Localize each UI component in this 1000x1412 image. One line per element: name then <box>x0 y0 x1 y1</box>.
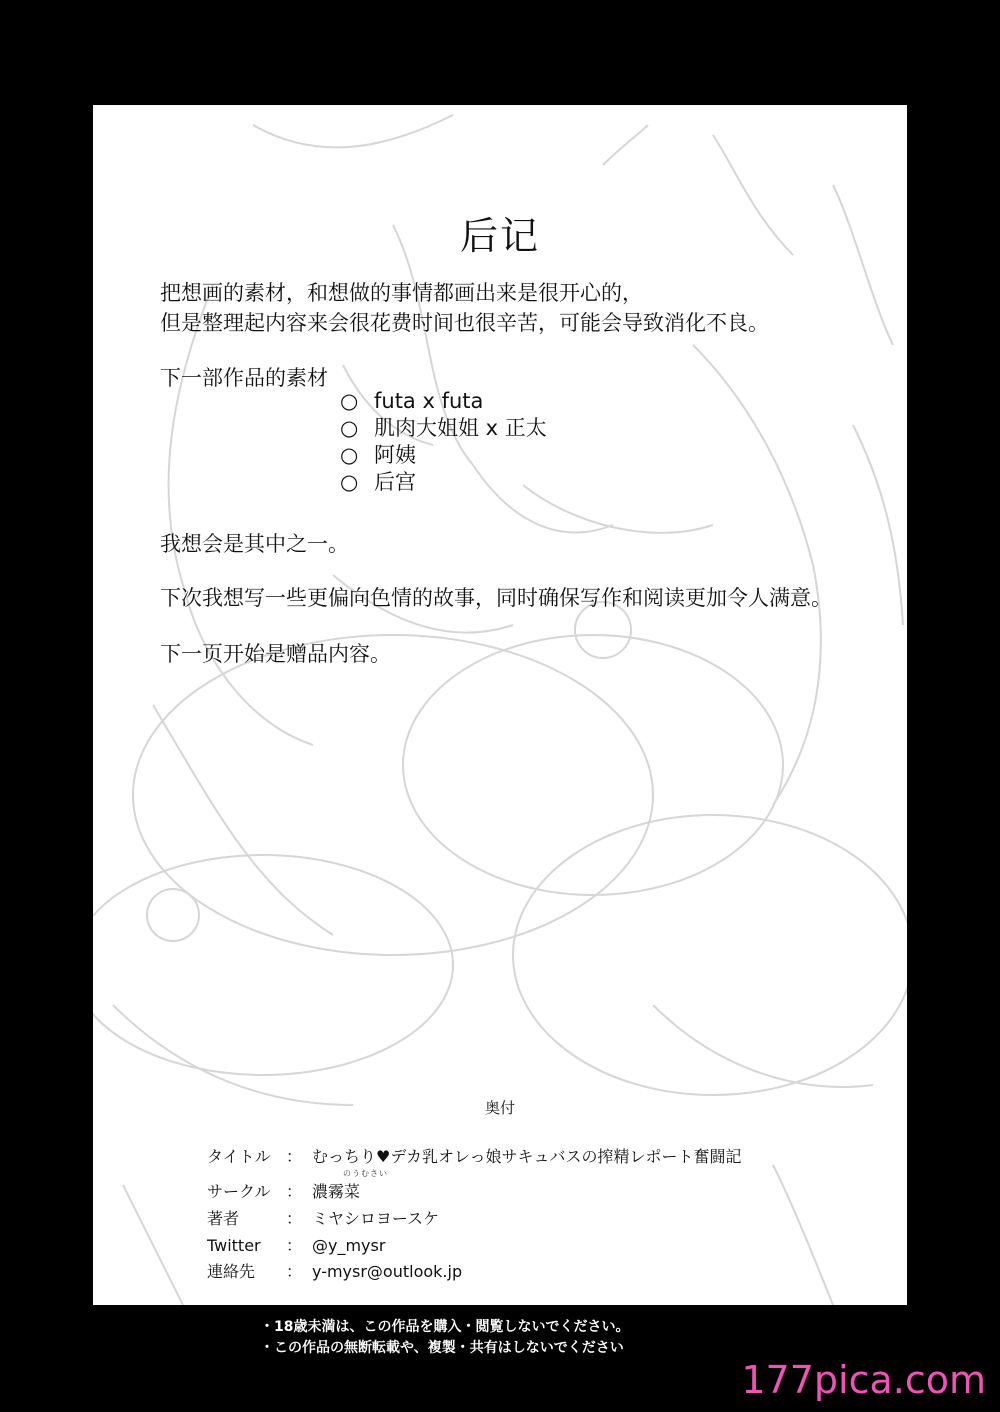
paragraph-2: 但是整理起内容来会很花费时间也很辛苦，可能会导致消化不良。 <box>160 311 769 335</box>
closing-line-3: 下一页开始是赠品内容。 <box>160 642 391 666</box>
colophon-row-author: 著者 ： ミヤシロヨースケ <box>207 1209 440 1228</box>
paragraph-1: 把想画的素材，和想做的事情都画出来是很开心的， <box>160 281 643 305</box>
paragraph-3: 下一部作品的素材 <box>160 366 328 390</box>
list-item: ○ futa x futa <box>340 389 484 413</box>
warning-line-2: ・この作品の無断転載や、複製・共有はしないでください <box>260 1340 624 1356</box>
colophon-row-title: タイトル ： むっちり♥デカ乳オレっ娘サキュバスの搾精レポート奮闘記 <box>207 1147 742 1166</box>
colophon-row-circle: サークル ： 濃霧菜 <box>207 1182 361 1201</box>
list-item: ○ 阿姨 <box>340 443 416 467</box>
colophon-row-twitter: Twitter ： @y_mysr <box>207 1236 386 1255</box>
colophon-row-contact: 連絡先 ： y-mysr@outlook.jp <box>207 1262 463 1281</box>
circle-icon: ○ <box>340 416 359 440</box>
colophon-heading: 奥付 <box>484 1099 515 1117</box>
list-item: ○ 后宫 <box>340 470 416 494</box>
closing-line-2: 下次我想写一些更偏向色情的故事，同时确保写作和阅读更加令人满意。 <box>160 586 832 610</box>
circle-icon: ○ <box>340 389 359 413</box>
circle-icon: ○ <box>340 470 359 494</box>
list-item: ○ 肌肉大姐姐 x 正太 <box>340 416 547 440</box>
material-list <box>340 388 547 496</box>
page-panel <box>93 105 907 1305</box>
site-watermark: 177pica.com <box>741 1358 986 1402</box>
page-title: 后记 <box>459 214 540 258</box>
ruby-text: のうむさい <box>343 1169 388 1178</box>
circle-icon: ○ <box>340 443 359 467</box>
warning-line-1: ・18歳未満は、この作品を購入・閲覧しないでください。 <box>260 1319 630 1335</box>
closing-line-1: 我想会是其中之一。 <box>160 532 349 556</box>
